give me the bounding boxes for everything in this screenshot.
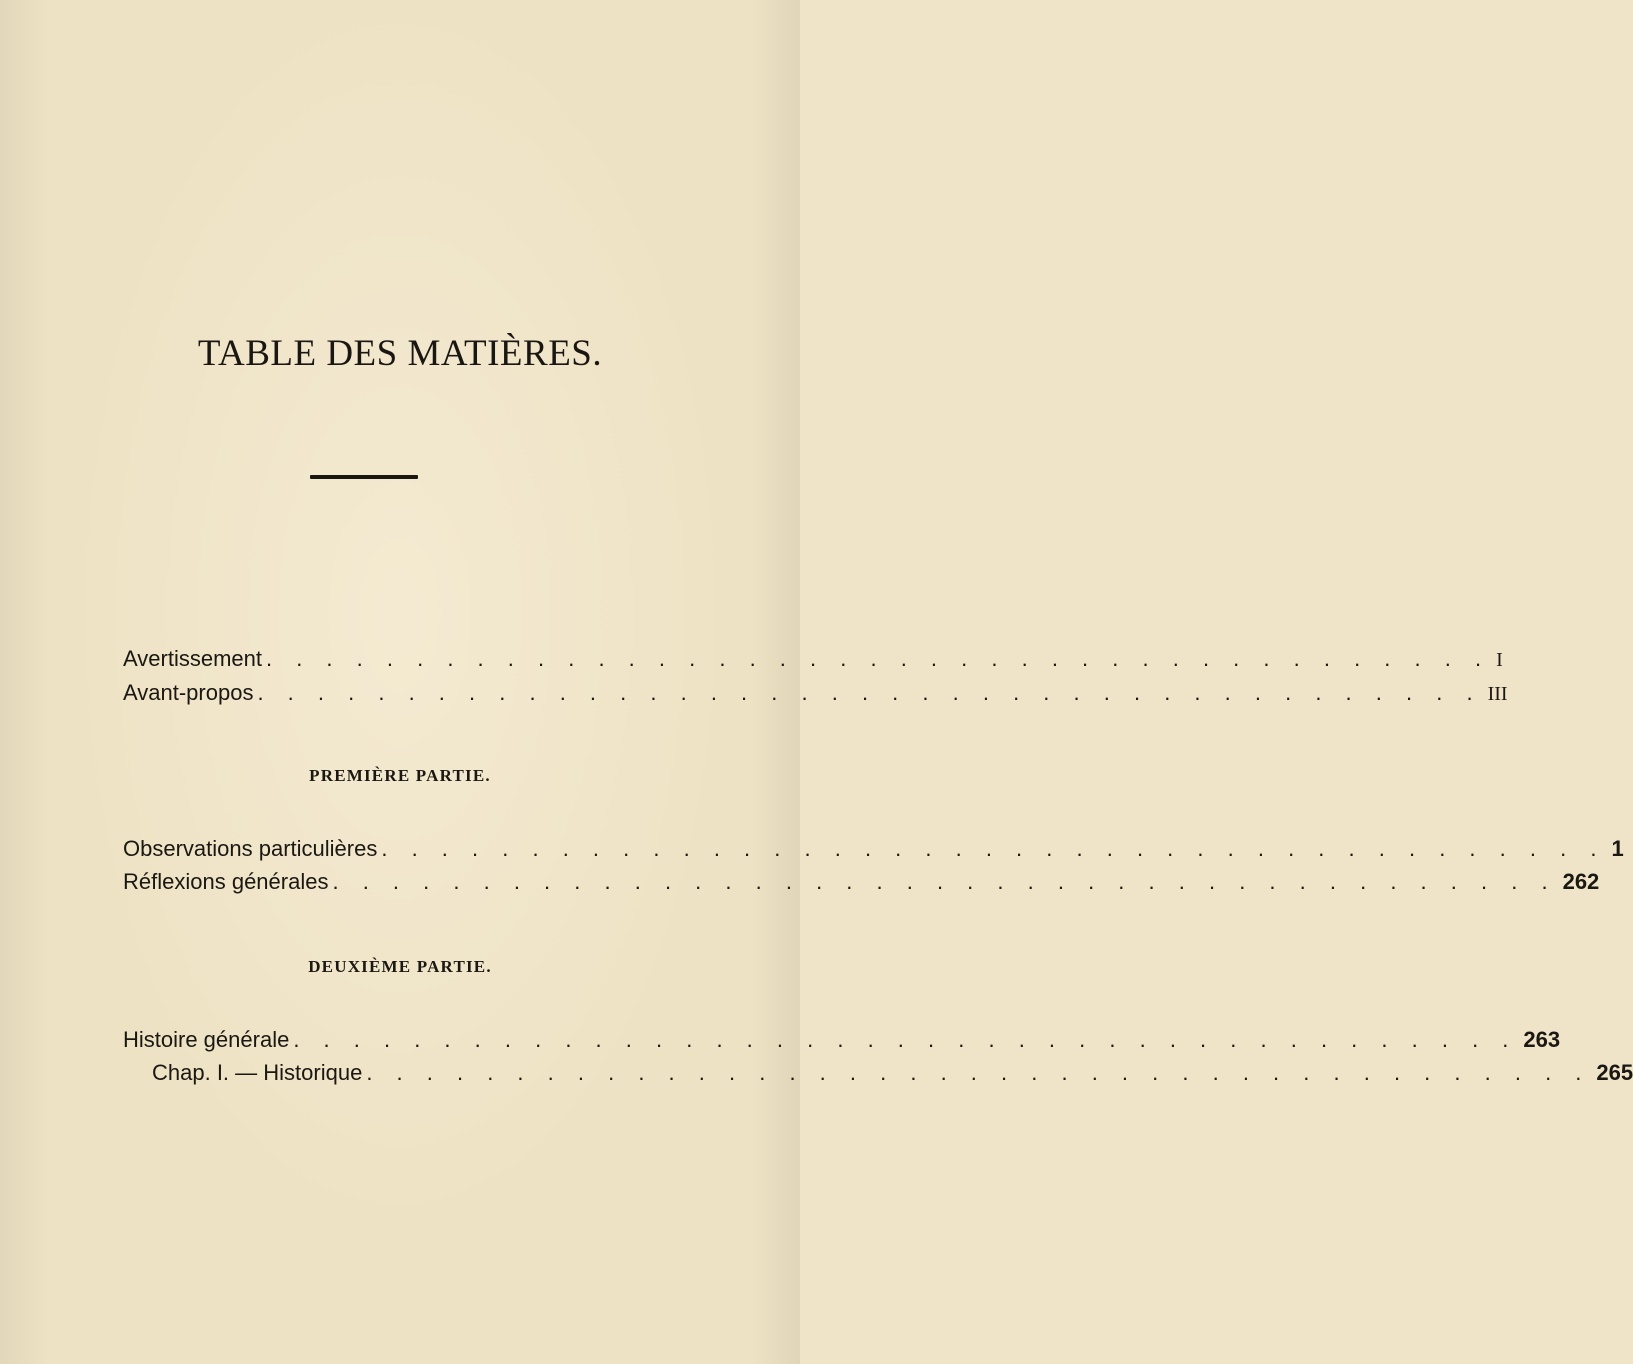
toc-entry-observations — [123, 836, 1624, 868]
page-title: TABLE DES MATIÈRES. — [197, 333, 603, 374]
dot-leader: . . . . . . . . . . . . . . . . . . . . . . . . . . . . . . . . . . . . . . . . . — [332, 869, 1557, 894]
toc-entry-reflexions — [123, 869, 1600, 901]
dot-leader: . . . . . . . . . . . . . . . . . . . . . . . . . . . . . . . . . . . . . . . . . — [366, 1060, 1591, 1085]
dot-leader: . . . . . . . . . . . . . . . . . . . . . . . . . . . . . . . . . . . . . . . . . — [293, 1027, 1518, 1052]
toc-entry-label: Observations particulières — [123, 836, 378, 861]
toc-entry-label: Histoire générale — [123, 1027, 290, 1052]
toc-entry-label: Chap. I. — Historique — [152, 1060, 363, 1085]
toc-entry-chap-1-historique — [152, 1060, 1633, 1092]
toc-entry-avertissement — [123, 646, 1503, 678]
toc-entry-page: 262 — [1562, 869, 1600, 894]
toc-entry-label: Avant-propos — [123, 680, 254, 705]
dot-leader: . . . . . . . . . . . . . . . . . . . . . . . . . . . . . . . . . . . . . . . . . — [381, 836, 1606, 861]
dot-leader: . . . . . . . . . . . . . . . . . . . . . . . . . . . . . . . . . . . . . . . . . — [257, 680, 1482, 705]
dot-leader: . . . . . . . . . . . . . . . . . . . . . . . . . . . . . . . . . . . . . . . . . — [265, 646, 1491, 671]
toc-entry-page: 263 — [1523, 1027, 1561, 1052]
toc-entry-page: III — [1487, 683, 1508, 705]
toc-entry-label: Réflexions générales — [123, 869, 329, 894]
section-heading-part-two: DEUXIÈME PARTIE. — [308, 957, 492, 976]
toc-entry-label: Avertissement — [123, 646, 262, 671]
toc-entry-page: 1 — [1611, 836, 1624, 861]
toc-entry-avant-propos — [123, 680, 1508, 712]
toc-entry-page: 265 — [1596, 1060, 1633, 1085]
toc-entry-page: I — [1496, 649, 1503, 671]
title-divider-rule — [310, 475, 418, 479]
toc-entry-histoire-generale — [123, 1027, 1561, 1059]
section-heading-part-one: PREMIÈRE PARTIE. — [309, 766, 491, 785]
